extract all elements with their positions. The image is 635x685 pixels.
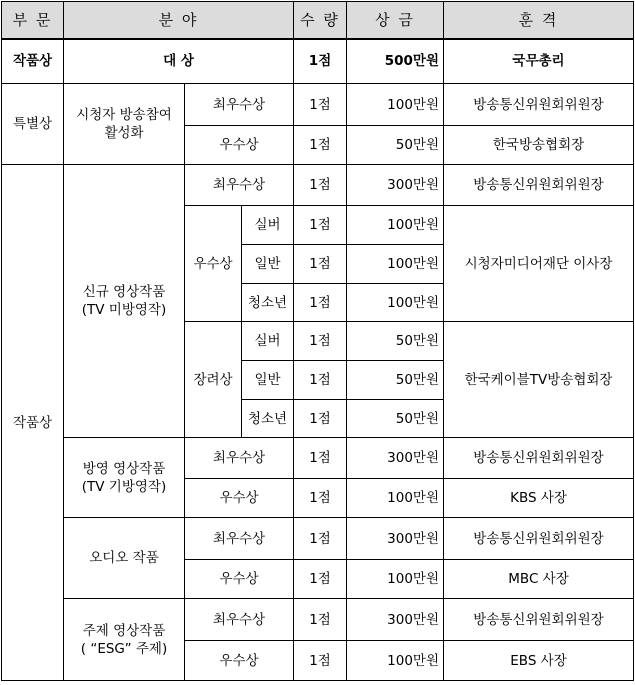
grand-field: 대 상 [64,39,294,84]
header-quantity: 수 량 [294,2,347,39]
new-top-honor: 방송통신위원회위원장 [444,165,634,206]
theme-honor: 방송통신위원회위원장 [444,599,634,641]
works-division: 작품상 [2,165,64,681]
new-excellence-category: 일반 [242,245,294,284]
new-encourage-quantity: 1점 [294,361,347,400]
audio-row-1 [2,518,634,560]
new-encourage-category: 실버 [242,322,294,361]
aired-award: 최우수상 [185,438,294,479]
aired-award: 우수상 [185,479,294,518]
new-field: 신규 영상작품 (TV 미방영작) [64,165,185,438]
new-excellence-quantity: 1점 [294,206,347,245]
audio-quantity: 1점 [294,560,347,599]
new-top-prize: 300만원 [347,165,444,206]
new-encourage-category: 청소년 [242,400,294,438]
special-field: 시청자 방송참여 활성화 [64,84,185,165]
new-excellence-honor: 시청자미디어재단 이사장 [444,206,634,322]
audio-honor: 방송통신위원회위원장 [444,518,634,560]
new-excellence-prize: 100만원 [347,206,444,245]
award-table [1,1,634,681]
theme-honor: EBS 사장 [444,641,634,681]
grand-honor: 국무총리 [444,39,634,84]
new-top-award: 최우수상 [185,165,294,206]
aired-prize: 300만원 [347,438,444,479]
special-award: 최우수상 [185,84,294,126]
theme-prize: 100만원 [347,641,444,681]
new-encourage-award: 장려상 [185,322,242,438]
new-excellence-quantity: 1점 [294,284,347,322]
header-prize: 상 금 [347,2,444,39]
grand-prize: 500만원 [347,39,444,84]
audio-prize: 100만원 [347,560,444,599]
theme-field: 주제 영상작품 ( “ESG” 주제) [64,599,185,681]
audio-award: 우수상 [185,560,294,599]
aired-row-1 [2,438,634,479]
special-prize: 100만원 [347,84,444,126]
special-quantity: 1점 [294,126,347,165]
grand-quantity: 1점 [294,39,347,84]
special-honor: 한국방송협회장 [444,126,634,165]
special-honor: 방송통신위원회위원장 [444,84,634,126]
theme-prize: 300만원 [347,599,444,641]
theme-row-1 [2,599,634,641]
new-encourage-prize: 50만원 [347,361,444,400]
special-prize: 50만원 [347,126,444,165]
theme-quantity: 1점 [294,641,347,681]
audio-field: 오디오 작품 [64,518,185,599]
header-division: 부 문 [2,2,64,39]
theme-award: 최우수상 [185,599,294,641]
new-excellence-prize: 100만원 [347,284,444,322]
grand-prize-row [2,39,634,84]
header-honor: 훈 격 [444,2,634,39]
new-excellence-award: 우수상 [185,206,242,322]
new-top-quantity: 1점 [294,165,347,206]
special-row-1 [2,84,634,126]
theme-quantity: 1점 [294,599,347,641]
new-encourage-prize: 50만원 [347,400,444,438]
new-top-row [2,165,634,206]
new-excellence-category: 청소년 [242,284,294,322]
new-encourage-honor: 한국케이블TV방송협회장 [444,322,634,438]
audio-award: 최우수상 [185,518,294,560]
new-encourage-prize: 50만원 [347,322,444,361]
new-excellence-category: 실버 [242,206,294,245]
header-field: 분 야 [64,2,294,39]
new-encourage-category: 일반 [242,361,294,400]
new-encourage-quantity: 1점 [294,322,347,361]
aired-field: 방영 영상작품 (TV 기방영작) [64,438,185,518]
audio-quantity: 1점 [294,518,347,560]
audio-honor: MBC 사장 [444,560,634,599]
aired-honor: 방송통신위원회위원장 [444,438,634,479]
aired-quantity: 1점 [294,479,347,518]
special-quantity: 1점 [294,84,347,126]
theme-award: 우수상 [185,641,294,681]
new-excellence-quantity: 1점 [294,245,347,284]
header-row [2,2,634,39]
new-encourage-quantity: 1점 [294,400,347,438]
aired-quantity: 1점 [294,438,347,479]
new-excellence-prize: 100만원 [347,245,444,284]
aired-honor: KBS 사장 [444,479,634,518]
audio-prize: 300만원 [347,518,444,560]
aired-prize: 100만원 [347,479,444,518]
special-award: 우수상 [185,126,294,165]
grand-division: 작품상 [2,39,64,84]
special-division: 특별상 [2,84,64,165]
